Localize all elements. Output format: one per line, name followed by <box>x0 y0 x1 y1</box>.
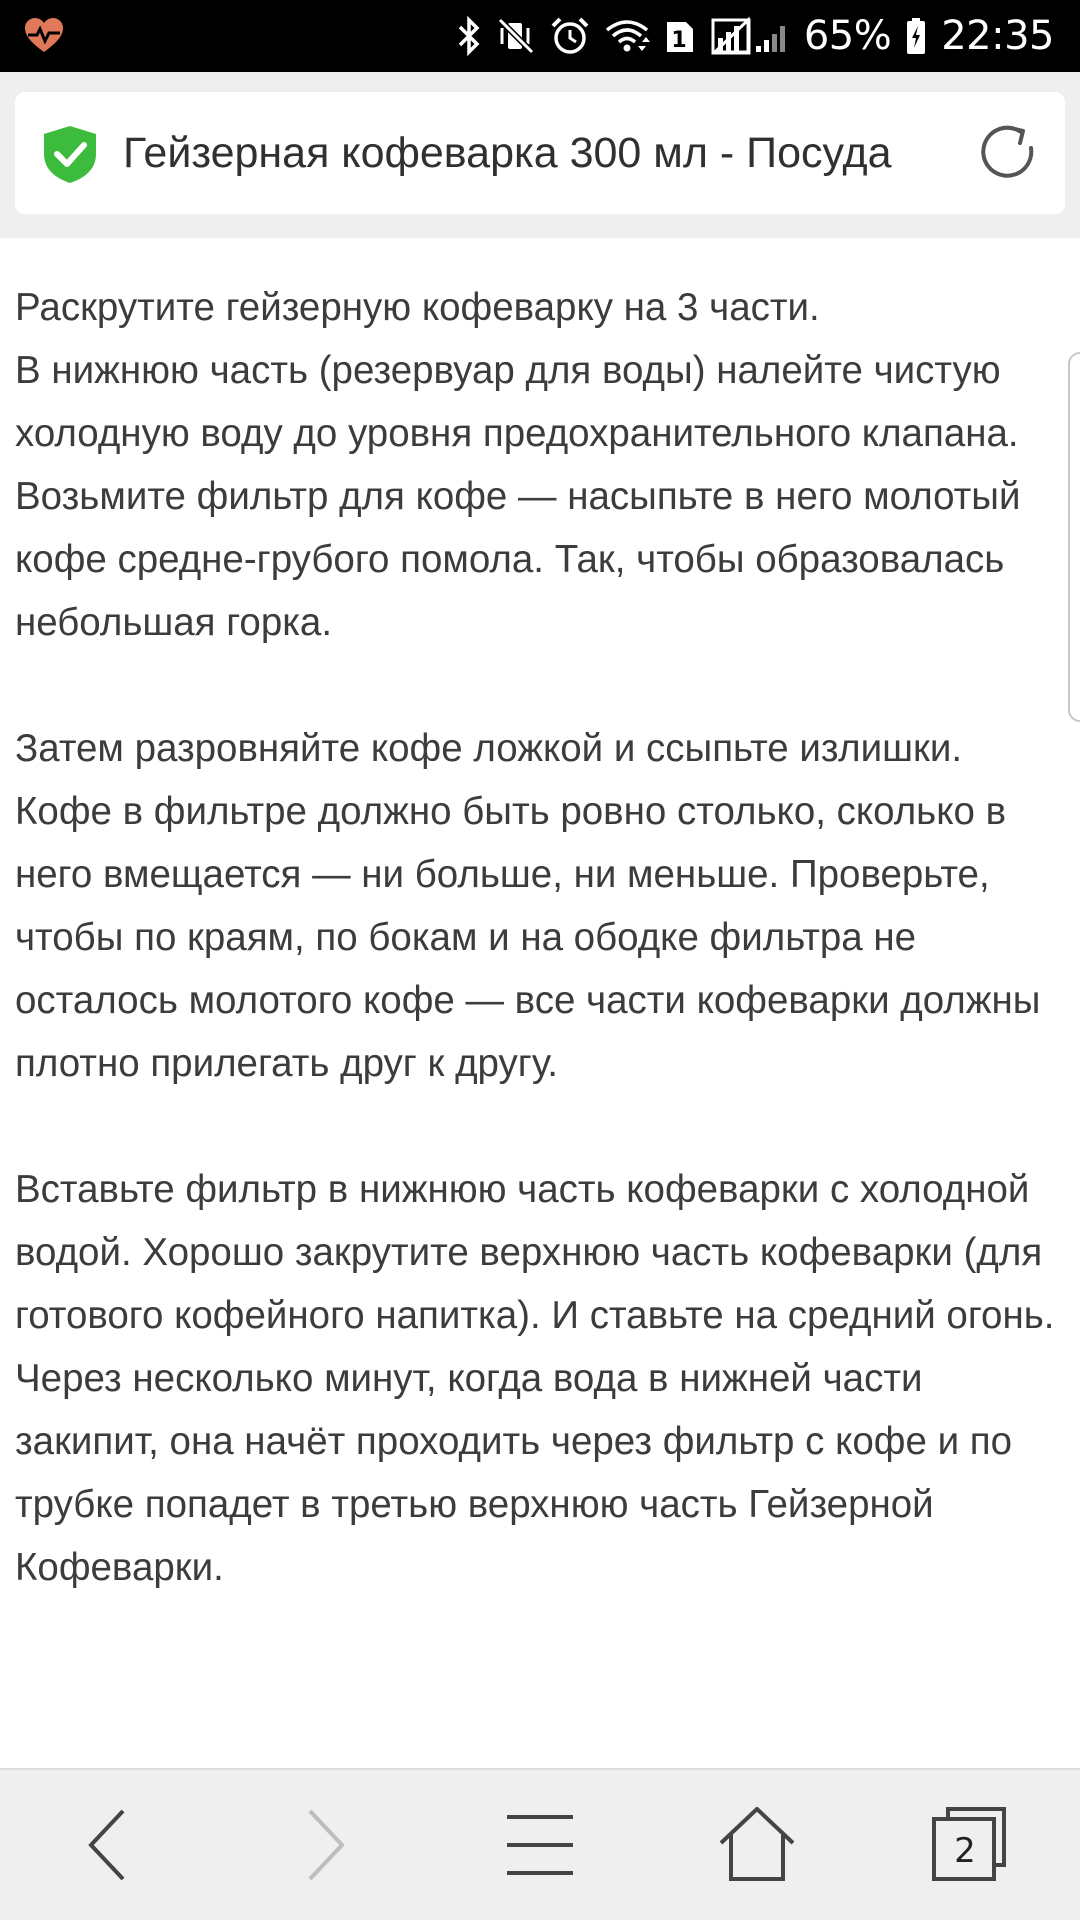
shield-check-icon <box>41 124 99 184</box>
bottom-toolbar <box>0 1768 1080 1920</box>
alarm-icon <box>550 16 590 56</box>
menu-icon <box>505 1810 575 1880</box>
vibrate-mute-icon <box>496 16 536 56</box>
heart-rate-icon <box>22 14 66 58</box>
sim-1-icon <box>664 16 696 56</box>
forward-button[interactable] <box>260 1770 390 1920</box>
bluetooth-icon <box>456 16 482 56</box>
reload-icon[interactable] <box>973 118 1043 188</box>
article-content <box>15 238 1055 1768</box>
signal-icon <box>710 16 790 56</box>
article-paragraph-1: Раскрутите гейзерную кофеварку на 3 части. В нижнюю часть (резервуар для воды) налейте чистую холодную воду до уровня предохранительного клапана. Возьмите фильтр для кофе — насыпьте в него молотый кофе средне-грубого помола. Так, чтобы образовалась небольшая горка. <box>15 286 1021 644</box>
page-title[interactable]: Гейзерная кофеварка 300 мл - Посуда <box>123 129 892 177</box>
home-button[interactable] <box>692 1770 822 1920</box>
address-bar-area <box>0 72 1080 238</box>
battery-percent: 65% <box>803 13 892 59</box>
wifi-icon <box>604 16 650 56</box>
home-icon <box>717 1805 797 1885</box>
tabs-button[interactable] <box>905 1770 1035 1920</box>
status-bar <box>0 0 1080 72</box>
tab-count: 2 <box>954 1831 976 1871</box>
clock: 22:35 <box>941 13 1054 59</box>
forward-icon <box>300 1805 350 1885</box>
menu-button[interactable] <box>475 1770 605 1920</box>
sim-slot-number: 1 <box>671 28 687 53</box>
article-paragraph-3: Вставьте фильтр в нижнюю часть кофеварки с холодной водой. Хорошо закрутите верхнюю часть кофеварки (для готового кофейного напитка). И ставьте на средний огонь. Через несколько минут, когда вода в нижней части закипит, она начёт проходить через фильтр с кофе и по трубке попадет в третью верхнюю часть Гейзерной Кофеварки. <box>15 1168 1055 1589</box>
back-button[interactable] <box>43 1770 173 1920</box>
battery-icon <box>905 16 927 56</box>
article-paragraph-2: Затем разровняйте кофе ложкой и ссыпьте излишки. Кофе в фильтре должно быть ровно столько, сколько в него вмещается — ни больше, ни меньше. Проверьте, чтобы по краям, по бокам и на ободке фильтра не осталось молотого кофе — все части кофеварки должны плотно прилегать друг к другу. <box>15 727 1041 1085</box>
back-icon <box>83 1805 133 1885</box>
scrollbar-handle[interactable] <box>1068 352 1080 722</box>
address-bar[interactable] <box>15 92 1065 214</box>
